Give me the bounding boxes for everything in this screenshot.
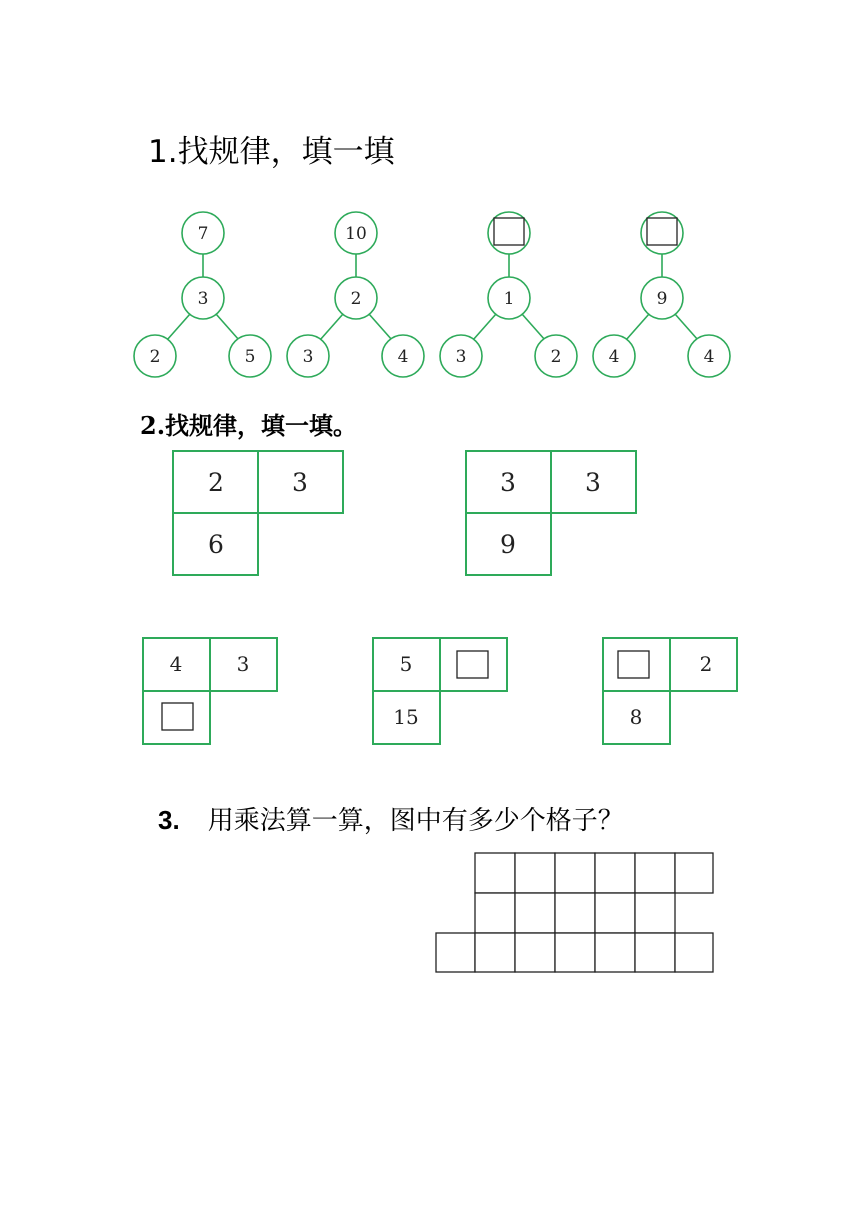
tree-top-value: 10 (345, 224, 367, 244)
cell-value: 3 (236, 652, 250, 676)
cell-value: 3 (585, 468, 601, 497)
answer-blank-box[interactable] (457, 651, 488, 678)
answer-blank-box[interactable] (618, 651, 649, 678)
grid-cell (675, 853, 713, 893)
l-figure-small-2 (373, 638, 507, 744)
grid-cell (475, 933, 515, 972)
tree-right-value: 4 (703, 347, 715, 367)
grid-cell (515, 933, 555, 972)
cell-value: 15 (393, 705, 419, 729)
grid-cell (595, 893, 635, 933)
grid-cell (635, 933, 675, 972)
cell-value: 2 (699, 652, 713, 676)
grid-cell (475, 853, 515, 893)
tree-3 (440, 212, 577, 377)
cell-value: 5 (399, 652, 413, 676)
cell-value-highlighted: 8 (629, 705, 643, 729)
tree-2 (287, 212, 424, 377)
tree-right-value: 5 (244, 347, 256, 367)
grid-cell (436, 933, 475, 972)
grid-cell (555, 893, 595, 933)
answer-blank-box[interactable] (494, 218, 524, 245)
cell-value: 2 (208, 468, 224, 497)
grid-cell (595, 853, 635, 893)
grid-cell (475, 893, 515, 933)
question-3-number: 3. (158, 805, 180, 835)
l-figure-big-1 (173, 451, 343, 575)
question-2-title: 2.找规律，填一填。 (140, 411, 358, 440)
grid-cell (675, 933, 713, 972)
grid-cell (515, 893, 555, 933)
tree-middle-value: 2 (350, 289, 362, 309)
tree-top-value: 7 (197, 224, 209, 244)
grid-cell (555, 933, 595, 972)
tree-middle-value: 3 (197, 289, 209, 309)
answer-blank-box[interactable] (647, 218, 677, 245)
cell-value: 3 (500, 468, 516, 497)
tree-1 (134, 212, 271, 377)
tree-left-value: 4 (608, 347, 620, 367)
question-1-title: 1.找规律，填一填 (148, 134, 395, 170)
grid-cell (555, 853, 595, 893)
l-figure-small-1 (143, 638, 277, 744)
cell-value: 4 (169, 652, 183, 676)
grid-cell (595, 933, 635, 972)
answer-blank-box[interactable] (162, 703, 193, 730)
counting-grid (436, 853, 713, 972)
grid-cell (635, 893, 675, 933)
cell-value: 3 (292, 468, 308, 497)
cell-value: 9 (500, 530, 516, 559)
tree-right-value: 2 (550, 347, 562, 367)
grid-cell (515, 853, 555, 893)
tree-4 (593, 212, 730, 377)
l-figure-big-2 (466, 451, 636, 575)
tree-left-value: 2 (149, 347, 161, 367)
tree-left-value: 3 (455, 347, 467, 367)
tree-middle-value: 1 (503, 289, 515, 309)
tree-middle-value: 9 (656, 289, 668, 309)
cell-value: 6 (208, 530, 224, 559)
l-figure-small-3 (603, 638, 737, 744)
tree-left-value: 3 (302, 347, 314, 367)
tree-right-value: 4 (397, 347, 409, 367)
grid-cell (635, 853, 675, 893)
question-3-text: 用乘法算一算，图中有多少个格子？ (207, 806, 624, 836)
